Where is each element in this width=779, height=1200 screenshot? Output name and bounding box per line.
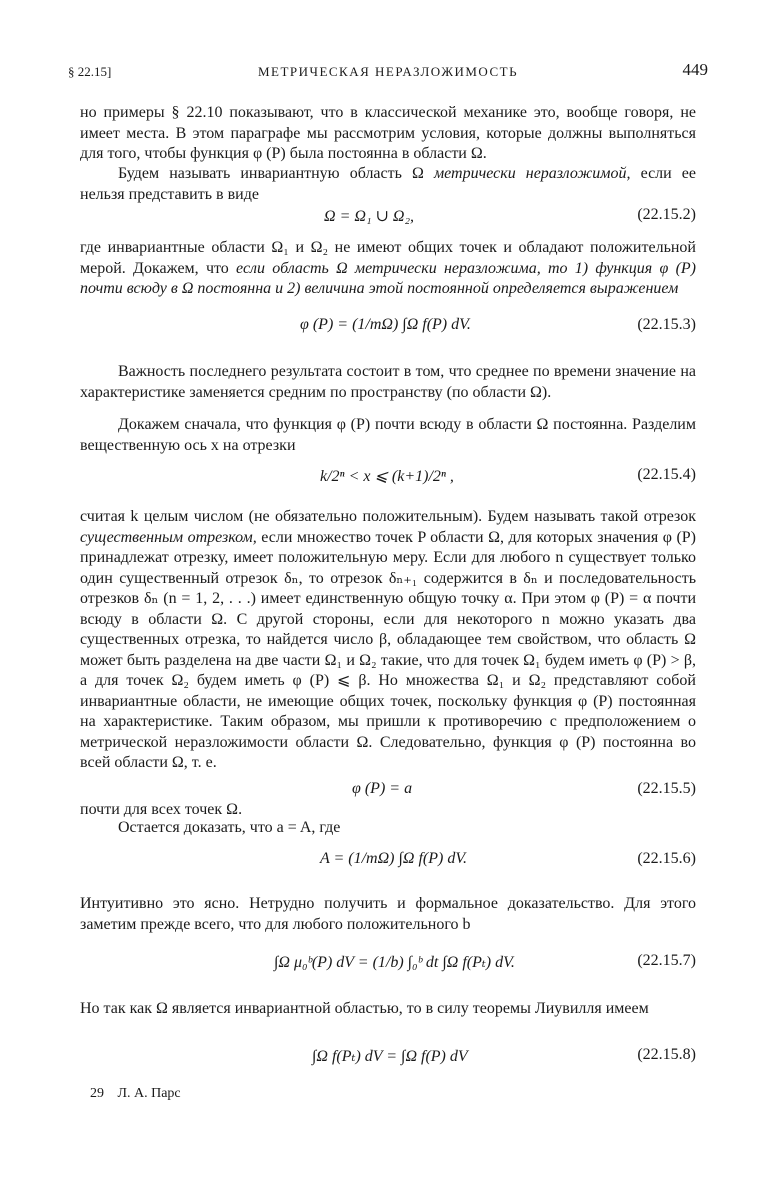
equation-number: (22.15.7) — [637, 952, 696, 969]
paragraph-6: считая k целым числом (не обязательно положительным). Будем называть такой отрезок существенным отрезком, если множество точек P области Ω, для которых значения φ (P) принадлежат отрезку, имеет положительную меру. Если для любого n существует только один существенный отрезок δₙ, то отрезок δₙ₊₁ содержится в δₙ и последовательность отрезков δₙ (n = 1, 2, . . .) имеет единственную общую точку α. При этом φ (P) = α почти всюду в области Ω. С другой стороны, если для некоторого n можно указать два существенных отрезка, то найдется число β, обладающее тем свойством, что область Ω может быть разделена на две части Ω₁ и Ω₂ такие, что для точек Ω₁ будем иметь φ (P) > β, а для точек Ω₂ будем иметь φ (P) ⩽ β. Но множества Ω₁ и Ω₂ представляют собой инвариантные области, не имеющие общих точек, поскольку функция φ (P) постоянная на характеристике. Таким образом, мы пришли к противоречию с предположением о метрической неразложимости области Ω. Следовательно, функция φ (P) постоянна во всей области Ω, т. е. — [80, 508, 696, 771]
author-name: Л. А. Парс — [117, 1086, 181, 1101]
paragraph-8: Остается доказать, что a = A, где — [118, 819, 341, 836]
equation-number: (22.15.2) — [637, 206, 696, 223]
equation-number: (22.15.6) — [637, 850, 696, 867]
paragraph-2: Будем называть инвариантную область Ω метрически неразложимой, если ее нельзя представить в виде — [80, 165, 696, 203]
paragraph-10: Но так как Ω является инвариантной областью, то в силу теоремы Лиувилля имеем — [80, 1000, 649, 1017]
section-ref: § 22.15] — [68, 64, 112, 79]
paragraph-5: Докажем сначала, что функция φ (P) почти всюду в области Ω постоянна. Разделим вещественную ось x на отрезки — [80, 416, 696, 454]
running-header — [68, 60, 708, 84]
paragraph-1: но примеры § 22.10 показывают, что в классической механике это, вообще говоря, не имеет места. В этом параграфе мы рассмотрим условия, которые должны выполняться для того, чтобы функция φ (P) была постоянна в области Ω. — [80, 104, 696, 162]
signature-footer — [90, 1086, 181, 1102]
equation-formula: φ (P) = (1/mΩ) ∫Ω f(P) dV. — [300, 316, 471, 333]
equation-22-15-3 — [80, 316, 696, 346]
equation-number: (22.15.3) — [637, 316, 696, 333]
equation-formula: ∫Ω f(Pₜ) dV = ∫Ω f(P) dV — [312, 1048, 468, 1065]
equation-22-15-8 — [80, 1046, 696, 1076]
equation-formula: A = (1/mΩ) ∫Ω f(P) dV. — [320, 850, 468, 867]
signature-number: 29 — [90, 1086, 104, 1101]
equation-formula: k/2ⁿ < x ⩽ (k+1)/2ⁿ , — [320, 468, 454, 485]
equation-number: (22.15.4) — [637, 466, 696, 483]
equation-22-15-2 — [80, 206, 696, 236]
paragraph-4: Важность последнего результата состоит в том, что среднее по времени значение на характеристике заменяется средним по пространству (по области Ω). — [80, 363, 696, 401]
paragraph-7: почти для всех точек Ω. — [80, 801, 243, 818]
equation-formula: φ (P) = a — [352, 780, 413, 797]
page-number: 449 — [682, 60, 708, 79]
equation-number: (22.15.5) — [637, 780, 696, 797]
chapter-title: МЕТРИЧЕСКАЯ НЕРАЗЛОЖИМОСТЬ — [257, 64, 519, 79]
paragraph-3: где инвариантные области Ω₁ и Ω₂ не имеют общих точек и обладают положительной мерой. Докажем, что если область Ω метрически неразложима, то 1) функция φ (P) почти всюду в Ω постоянна и 2) величина этой постоянной определяется выражением — [80, 239, 697, 297]
equation-formula: ∫Ω μ₀ᵇ(P) dV = (1/b) ∫₀ᵇ dt ∫Ω f(Pₜ) dV. — [274, 954, 515, 971]
equation-number: (22.15.8) — [637, 1046, 696, 1063]
paragraph-9: Интуитивно это ясно. Нетрудно получить и формальное доказательство. Для этого заметим прежде всего, что для любого положительного b — [80, 895, 696, 933]
equation-22-15-4 — [80, 466, 696, 496]
equation-22-15-6 — [80, 850, 696, 880]
equation-22-15-7 — [80, 952, 696, 982]
equation-formula: Ω = Ω₁ ∪ Ω₂, — [324, 208, 415, 225]
